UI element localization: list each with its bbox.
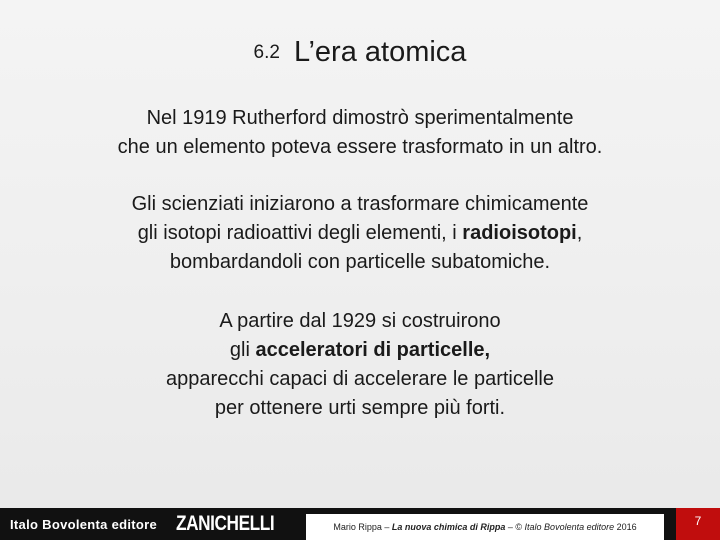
paragraph-line: che un elemento poteva essere trasformato in un altro. bbox=[117, 136, 603, 158]
bold-term-radioisotopi: radioisotopi bbox=[462, 222, 577, 244]
paragraph-line: Nel 1919 Rutherford dimostrò sperimentalmente bbox=[146, 107, 574, 129]
paragraph-line bbox=[0, 336, 720, 365]
paragraph-radioisotopes bbox=[0, 190, 720, 277]
section-title: L’era atomica bbox=[293, 36, 467, 68]
zanichelli-logo: ZANICHELLI bbox=[176, 512, 275, 535]
paragraph-line: A partire dal 1929 si costruirono bbox=[219, 310, 501, 332]
credit-separator: – © bbox=[505, 522, 525, 532]
paragraph-rutherford bbox=[0, 104, 720, 162]
paragraph-line: per ottenere urti sempre più forti. bbox=[214, 397, 506, 419]
slide-title bbox=[0, 36, 720, 69]
bold-term-acceleratori: acceleratori di particelle, bbox=[255, 339, 491, 361]
paragraph-line: apparecchi capaci di accelerare le particelle bbox=[166, 368, 554, 390]
paragraph-line bbox=[0, 219, 720, 248]
paragraph-line: Gli scienziati iniziarono a trasformare chimicamente bbox=[131, 193, 589, 215]
paragraph-accelerators bbox=[0, 307, 720, 423]
credit-book-title: La nuova chimica di Rippa bbox=[391, 522, 506, 532]
credit-author: Mario Rippa – bbox=[333, 522, 392, 532]
text-run: gli isotopi radioattivi degli elementi, i bbox=[137, 222, 463, 244]
text-run: gli bbox=[229, 339, 256, 361]
credit-year: 2016 bbox=[614, 522, 637, 532]
footer-bar bbox=[0, 508, 720, 540]
credit-publisher: Italo Bovolenta editore bbox=[524, 522, 615, 532]
text-run: , bbox=[576, 222, 583, 244]
paragraph-line: bombardandoli con particelle subatomiche. bbox=[169, 251, 551, 273]
page-number-badge: 7 bbox=[676, 508, 720, 540]
section-number: 6.2 bbox=[253, 42, 280, 63]
publisher-brand: Italo Bovolenta editore bbox=[10, 517, 158, 532]
footer-credit bbox=[306, 514, 664, 540]
